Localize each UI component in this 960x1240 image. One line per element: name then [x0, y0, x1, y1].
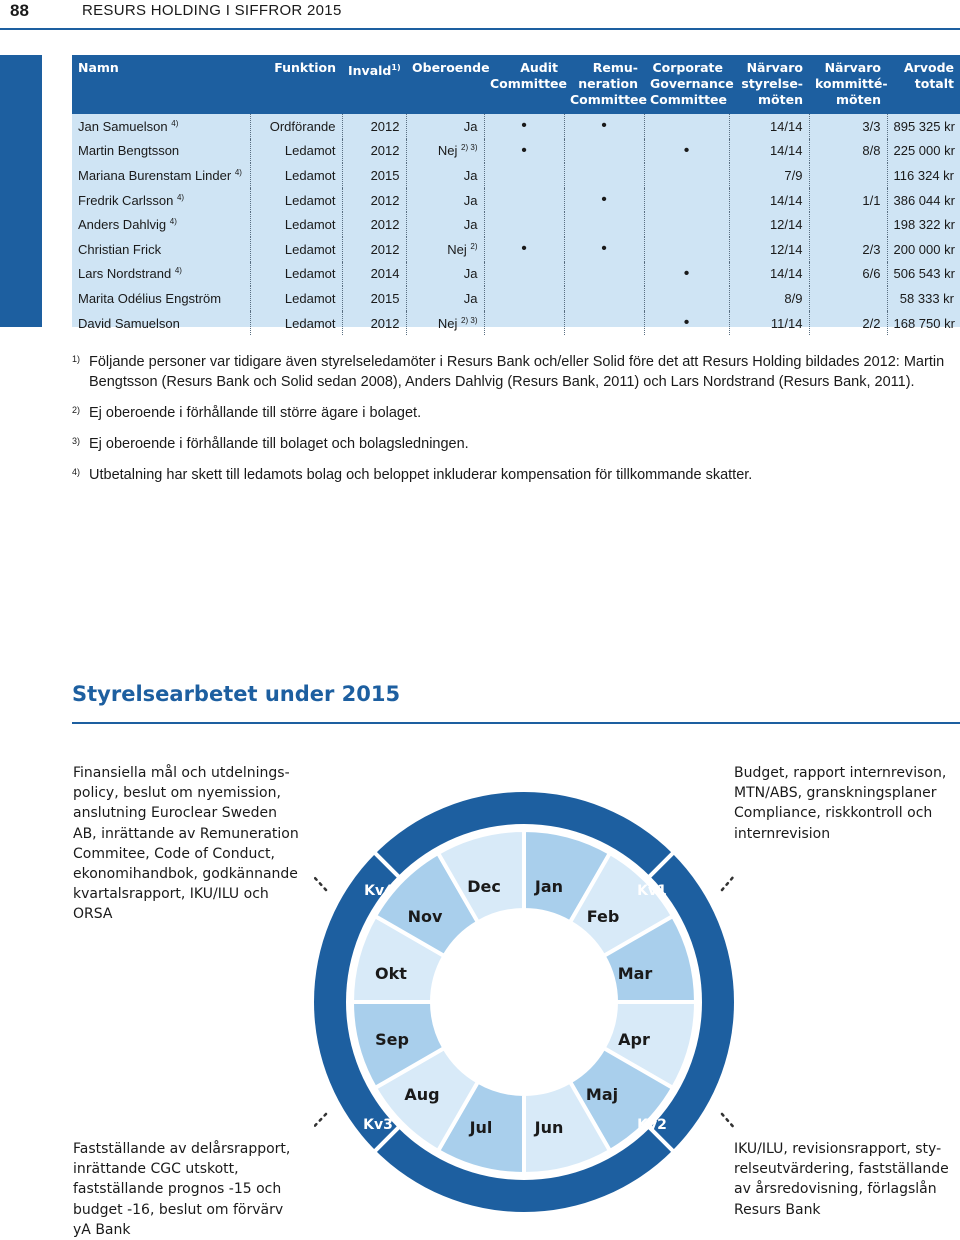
- cell-fee: [887, 311, 960, 336]
- cell-function: [250, 188, 342, 213]
- cell-elected: [342, 188, 406, 213]
- cell-function-value: Ledamot: [284, 290, 336, 306]
- cell-fee-value: 116 324 kr: [893, 167, 954, 183]
- cell-governance: [644, 311, 729, 336]
- cell-board-attendance: [729, 188, 809, 213]
- cell-elected: [342, 311, 406, 336]
- board-table: [72, 55, 960, 332]
- cell-remuneration: [564, 311, 644, 336]
- cell-elected: [342, 237, 406, 262]
- cell-independent-value: Ja: [463, 217, 478, 233]
- cell-fee-value: 58 333 kr: [899, 290, 954, 306]
- text-line: Resurs Bank: [734, 1201, 821, 1218]
- name-footnote-ref: 4): [174, 266, 182, 276]
- month-label-dec: Dec: [467, 877, 501, 896]
- footnote-text: Utbetalning har skett till ledamots bolag och beloppet inkluderar kompensation för tillkommande skatter.: [89, 467, 753, 483]
- cell-name: [72, 212, 250, 237]
- cell-elected-value: 2012: [370, 217, 400, 233]
- month-label-apr: Apr: [618, 1030, 650, 1049]
- cell-elected-value: 2015: [370, 290, 400, 306]
- cell-independent: [406, 188, 484, 213]
- cell-independent: [406, 286, 484, 311]
- cell-fee: [887, 114, 960, 139]
- quarter-text-kv4: [73, 763, 313, 925]
- cell-audit: [484, 114, 564, 139]
- cell-independent-value: Ja: [463, 290, 478, 306]
- text-line: Compliance, riskkontroll och: [734, 805, 933, 822]
- name-footnote-ref: 4): [234, 167, 242, 177]
- cell-audit-value: •: [521, 117, 527, 135]
- text-line: relseutvärdering, fastställande: [734, 1161, 949, 1178]
- cell-independent-value: Ja: [463, 192, 478, 208]
- cell-elected: [342, 163, 406, 188]
- month-label-feb: Feb: [586, 907, 620, 926]
- footnote: [72, 434, 952, 454]
- cell-board-attendance-value: 14/14: [769, 143, 803, 159]
- cell-function: [250, 212, 342, 237]
- cell-governance-value: •: [683, 314, 690, 332]
- cell-committee-attendance: [809, 212, 887, 237]
- table-row: [72, 114, 960, 139]
- footnote-marker: 2): [72, 405, 81, 415]
- cell-name: [72, 139, 250, 164]
- cell-remuneration-value: •: [601, 191, 607, 209]
- cell-governance: [644, 286, 729, 311]
- cell-board-attendance-value: 12/14: [769, 217, 803, 233]
- cell-name-value: Jan Samuelson: [78, 118, 168, 134]
- month-label-maj: Maj: [585, 1085, 619, 1104]
- table-header-row: [72, 55, 960, 114]
- cell-governance: [644, 262, 729, 287]
- cell-function-value: Ledamot: [284, 192, 336, 208]
- cell-name-value: Christian Frick: [78, 241, 162, 257]
- text-line: inrättande CGC utskott,: [73, 1161, 239, 1178]
- cell-board-attendance: [729, 311, 809, 336]
- table-row: [72, 262, 960, 287]
- cell-board-attendance-value: 12/14: [769, 241, 803, 257]
- cell-committee-attendance: [809, 114, 887, 139]
- leader-kv4: [314, 812, 326, 890]
- cell-name-value: Fredrik Carlsson: [78, 192, 174, 208]
- cell-audit-value: •: [521, 141, 527, 159]
- cell-name: [72, 311, 250, 336]
- section-title: Styrelsearbetet under 2015: [72, 682, 401, 706]
- col-board-attendance-header: Närvaro styrelse-möten: [729, 55, 809, 114]
- name-footnote-ref: 4): [176, 192, 185, 202]
- year-wheel: [314, 792, 734, 1212]
- cell-elected-value: 2014: [370, 266, 400, 282]
- text-line: Commitee, Code of Conduct,: [73, 845, 275, 862]
- quarter-label-kv4: Kv4: [364, 883, 394, 899]
- text-line: Finansiella mål och utdelnings-: [73, 765, 290, 781]
- cell-board-attendance-value: 14/14: [769, 266, 803, 282]
- cell-independent: [406, 139, 484, 164]
- cell-governance: [644, 139, 729, 164]
- text-line: av årsredovisning, förlagslån: [734, 1181, 937, 1198]
- text-line: anslutning Euroclear Sweden: [73, 805, 278, 822]
- cell-elected-value: 2012: [370, 192, 400, 208]
- cell-elected-value: 2015: [370, 167, 400, 183]
- cell-remuneration: [564, 114, 644, 139]
- cell-elected: [342, 212, 406, 237]
- cell-function-value: Ledamot: [284, 241, 336, 257]
- cell-audit: [484, 139, 564, 164]
- col-governance-header: Corporate Governance Committee: [644, 55, 729, 114]
- table-row: [72, 237, 960, 262]
- cell-remuneration: [564, 163, 644, 188]
- footnote-text: Följande personer var tidigare även styrelseledamöter i Resurs Bank och/eller Solid före det att Resurs Holding bildades 2012: Martin Bengtsson (Resurs Bank och Solid sedan 2008), Anders Dahlvig (Resurs Bank, 2011) och Lars Nordstrand (Resurs Bank, 2011).: [89, 354, 945, 390]
- running-title: RESURS HOLDING I SIFFROR 2015: [82, 2, 342, 19]
- cell-governance: [644, 237, 729, 262]
- name-footnote-ref: 4): [169, 217, 177, 227]
- month-label-jun: Jun: [534, 1118, 564, 1137]
- cell-independent-value: Nej: [437, 143, 458, 159]
- cell-committee-attendance: [809, 286, 887, 311]
- wheel-center: [432, 910, 616, 1094]
- cell-governance: [644, 114, 729, 139]
- table-row: [72, 311, 960, 336]
- cell-board-attendance-value: 11/14: [770, 315, 803, 331]
- cell-function: [250, 286, 342, 311]
- text-line: kvartalsrapport, IKU/ILU och: [73, 886, 269, 903]
- page-number: 88: [10, 1, 29, 20]
- cell-independent-value: Nej: [437, 315, 458, 331]
- cell-function: [250, 114, 342, 139]
- month-label-okt: Okt: [375, 964, 407, 983]
- cell-function: [250, 311, 342, 336]
- quarter-text-kv3: [73, 1139, 313, 1240]
- cell-elected: [342, 262, 406, 287]
- cell-fee: [887, 163, 960, 188]
- leader-kv3: [314, 1114, 326, 1190]
- cell-name: [72, 114, 250, 139]
- cell-fee-value: 200 000 kr: [893, 241, 955, 257]
- cell-audit: [484, 311, 564, 336]
- cell-fee-value: 895 325 kr: [893, 118, 955, 134]
- quarter-label-kv3: Kv3: [363, 1117, 393, 1133]
- cell-fee: [887, 212, 960, 237]
- cell-function-value: Ledamot: [284, 315, 336, 331]
- table-row: [72, 212, 960, 237]
- cell-independent: [406, 163, 484, 188]
- independent-footnote-ref: 2) 3): [461, 143, 478, 153]
- cell-governance-value: •: [683, 264, 690, 282]
- cell-independent: [406, 237, 484, 262]
- cell-fee-value: 506 543 kr: [893, 266, 955, 282]
- quarter-text-kv2: [734, 1139, 960, 1220]
- text-line: Fastställande av delårsrapport,: [73, 1141, 291, 1157]
- cell-independent-value: Ja: [463, 118, 478, 134]
- table-row: [72, 286, 960, 311]
- cell-independent-value: Nej: [447, 241, 467, 257]
- month-label-mar: Mar: [617, 964, 653, 983]
- text-line: policy, beslut om nyemission,: [73, 785, 281, 802]
- footnote-marker: 3): [72, 436, 81, 446]
- cell-remuneration: [564, 188, 644, 213]
- cell-name: [72, 286, 250, 311]
- cell-committee-attendance: [809, 139, 887, 164]
- cell-elected-value: 2012: [370, 143, 400, 159]
- sidebar-accent: [0, 55, 42, 327]
- cell-governance-value: •: [683, 141, 690, 159]
- cell-audit: [484, 163, 564, 188]
- cell-audit: [484, 237, 564, 262]
- month-label-sep: Sep: [375, 1030, 409, 1049]
- cell-independent: [406, 262, 484, 287]
- cell-fee: [887, 237, 960, 262]
- col-name-header: Namn: [72, 55, 250, 114]
- text-line: fastställande prognos -15 och: [73, 1181, 282, 1198]
- month-label-nov: Nov: [407, 907, 443, 926]
- cell-name: [72, 188, 250, 213]
- quarter-label-kv1: Kv1: [637, 883, 667, 899]
- cell-committee-attendance-value: 1/1: [862, 192, 881, 208]
- text-line: yA Bank: [73, 1221, 131, 1238]
- cell-fee: [887, 262, 960, 287]
- cell-board-attendance-value: 8/9: [784, 290, 803, 306]
- cell-elected: [342, 286, 406, 311]
- cell-board-attendance: [729, 139, 809, 164]
- cell-fee: [887, 286, 960, 311]
- cell-fee-value: 386 044 kr: [893, 192, 955, 208]
- cell-elected-value: 2012: [370, 315, 400, 331]
- cell-function-value: Ledamot: [284, 217, 336, 233]
- cell-committee-attendance: [809, 311, 887, 336]
- independent-footnote-ref: 2): [470, 241, 478, 251]
- footnote-marker: 4): [72, 467, 81, 477]
- cell-committee-attendance-value: 8/8: [862, 143, 881, 159]
- cell-committee-attendance-value: 2/2: [862, 315, 881, 331]
- cell-name-value: Marita Odélius Engström: [78, 290, 222, 306]
- month-label-jul: Jul: [469, 1118, 493, 1137]
- cell-remuneration: [564, 237, 644, 262]
- cell-audit: [484, 262, 564, 287]
- page-header: [0, 0, 960, 30]
- cell-name-value: David Samuelson: [78, 315, 180, 331]
- text-line: Budget, rapport internrevison,: [734, 765, 947, 781]
- cell-fee-value: 168 750 kr: [893, 315, 955, 331]
- cell-name: [72, 163, 250, 188]
- cell-fee-value: 225 000 kr: [893, 143, 955, 159]
- month-label-aug: Aug: [404, 1085, 440, 1104]
- name-footnote-ref: 4): [171, 118, 179, 128]
- cell-audit: [484, 286, 564, 311]
- cell-elected: [342, 114, 406, 139]
- cell-governance: [644, 163, 729, 188]
- footnote-text: Ej oberoende i förhållande till bolaget och bolagsledningen.: [89, 436, 469, 452]
- quarter-label-kv2: Kv2: [637, 1117, 667, 1133]
- cell-fee-value: 198 322 kr: [893, 217, 955, 233]
- cell-fee: [887, 188, 960, 213]
- cell-remuneration: [564, 286, 644, 311]
- text-line: ekonomihandbok, godkännande: [73, 866, 298, 883]
- text-line: internrevision: [734, 825, 831, 842]
- col-elected-header: [342, 55, 406, 114]
- table-row: [72, 163, 960, 188]
- footnote-marker: 1): [72, 354, 81, 364]
- col-committee-attendance-header: Närvaro kommitté-möten: [809, 55, 887, 114]
- cell-board-attendance: [729, 286, 809, 311]
- cell-board-attendance: [729, 237, 809, 262]
- cell-committee-attendance: [809, 237, 887, 262]
- cell-committee-attendance-value: 2/3: [862, 241, 881, 257]
- col-elected-sup: 1): [391, 63, 401, 72]
- cell-board-attendance-value: 14/14: [769, 192, 803, 208]
- cell-name: [72, 237, 250, 262]
- leader-kv2: [722, 1114, 734, 1190]
- cell-remuneration: [564, 139, 644, 164]
- quarter-text-kv1: [734, 763, 960, 844]
- cell-governance: [644, 212, 729, 237]
- cell-independent: [406, 114, 484, 139]
- cell-function: [250, 139, 342, 164]
- cell-function: [250, 163, 342, 188]
- cell-function: [250, 237, 342, 262]
- cell-board-attendance-value: 14/14: [769, 118, 803, 134]
- cell-remuneration: [564, 212, 644, 237]
- footnote-text: Ej oberoende i förhållande till större ägare i bolaget.: [89, 405, 422, 421]
- cell-committee-attendance: [809, 188, 887, 213]
- footnote: [72, 465, 952, 485]
- text-line: MTN/ABS, granskningsplaner: [734, 785, 937, 802]
- cell-remuneration-value: •: [601, 117, 607, 135]
- cell-function: [250, 262, 342, 287]
- cell-board-attendance-value: 7/9: [784, 167, 803, 183]
- leader-kv1: [722, 812, 734, 890]
- cell-independent-value: Ja: [463, 167, 478, 183]
- cell-function-value: Ordförande: [269, 118, 336, 134]
- cell-audit-value: •: [521, 240, 527, 258]
- footnotes: [72, 352, 952, 496]
- cell-elected-value: 2012: [370, 118, 400, 134]
- cell-committee-attendance-value: 6/6: [862, 266, 881, 282]
- section-divider: [72, 722, 960, 724]
- col-function-header: Funktion: [250, 55, 342, 114]
- independent-footnote-ref: 2) 3): [461, 315, 478, 325]
- cell-board-attendance: [729, 163, 809, 188]
- cell-board-attendance: [729, 212, 809, 237]
- col-independent-header: Oberoende: [406, 55, 484, 114]
- table-row: [72, 188, 960, 213]
- cell-remuneration-value: •: [601, 240, 607, 258]
- cell-elected-value: 2012: [370, 241, 400, 257]
- cell-function-value: Ledamot: [284, 143, 336, 159]
- cell-function-value: Ledamot: [284, 167, 336, 183]
- cell-audit: [484, 212, 564, 237]
- text-line: IKU/ILU, revisionsrapport, sty-: [734, 1141, 942, 1157]
- cell-remuneration: [564, 262, 644, 287]
- table-row: [72, 139, 960, 164]
- cell-fee: [887, 139, 960, 164]
- cell-audit: [484, 188, 564, 213]
- cell-committee-attendance: [809, 262, 887, 287]
- cell-committee-attendance: [809, 163, 887, 188]
- text-line: AB, inrättande av Remuneration: [73, 825, 299, 842]
- cell-governance: [644, 188, 729, 213]
- text-line: budget -16, beslut om förvärv: [73, 1201, 284, 1218]
- cell-name: [72, 262, 250, 287]
- cell-independent-value: Ja: [463, 266, 478, 282]
- col-audit-header: Audit Committee: [484, 55, 564, 114]
- footnote: [72, 352, 952, 392]
- cell-name-value: Anders Dahlvig: [78, 217, 167, 233]
- month-label-jan: Jan: [534, 877, 564, 896]
- cell-name-value: Lars Nordstrand: [78, 266, 172, 282]
- col-fee-header: Arvode totalt: [887, 55, 960, 114]
- col-remuneration-header: Remu-neration Committee: [564, 55, 644, 114]
- cell-independent: [406, 311, 484, 336]
- footnote: [72, 403, 952, 423]
- cell-board-attendance: [729, 114, 809, 139]
- cell-board-attendance: [729, 262, 809, 287]
- cell-independent: [406, 212, 484, 237]
- cell-function-value: Ledamot: [284, 266, 336, 282]
- cell-elected: [342, 139, 406, 164]
- cell-name-value: Mariana Burenstam Linder: [78, 167, 232, 183]
- text-line: ORSA: [73, 906, 113, 923]
- cell-name-value: Martin Bengtsson: [78, 143, 180, 159]
- col-elected-label: Invald: [348, 63, 392, 78]
- cell-committee-attendance-value: 3/3: [862, 118, 881, 134]
